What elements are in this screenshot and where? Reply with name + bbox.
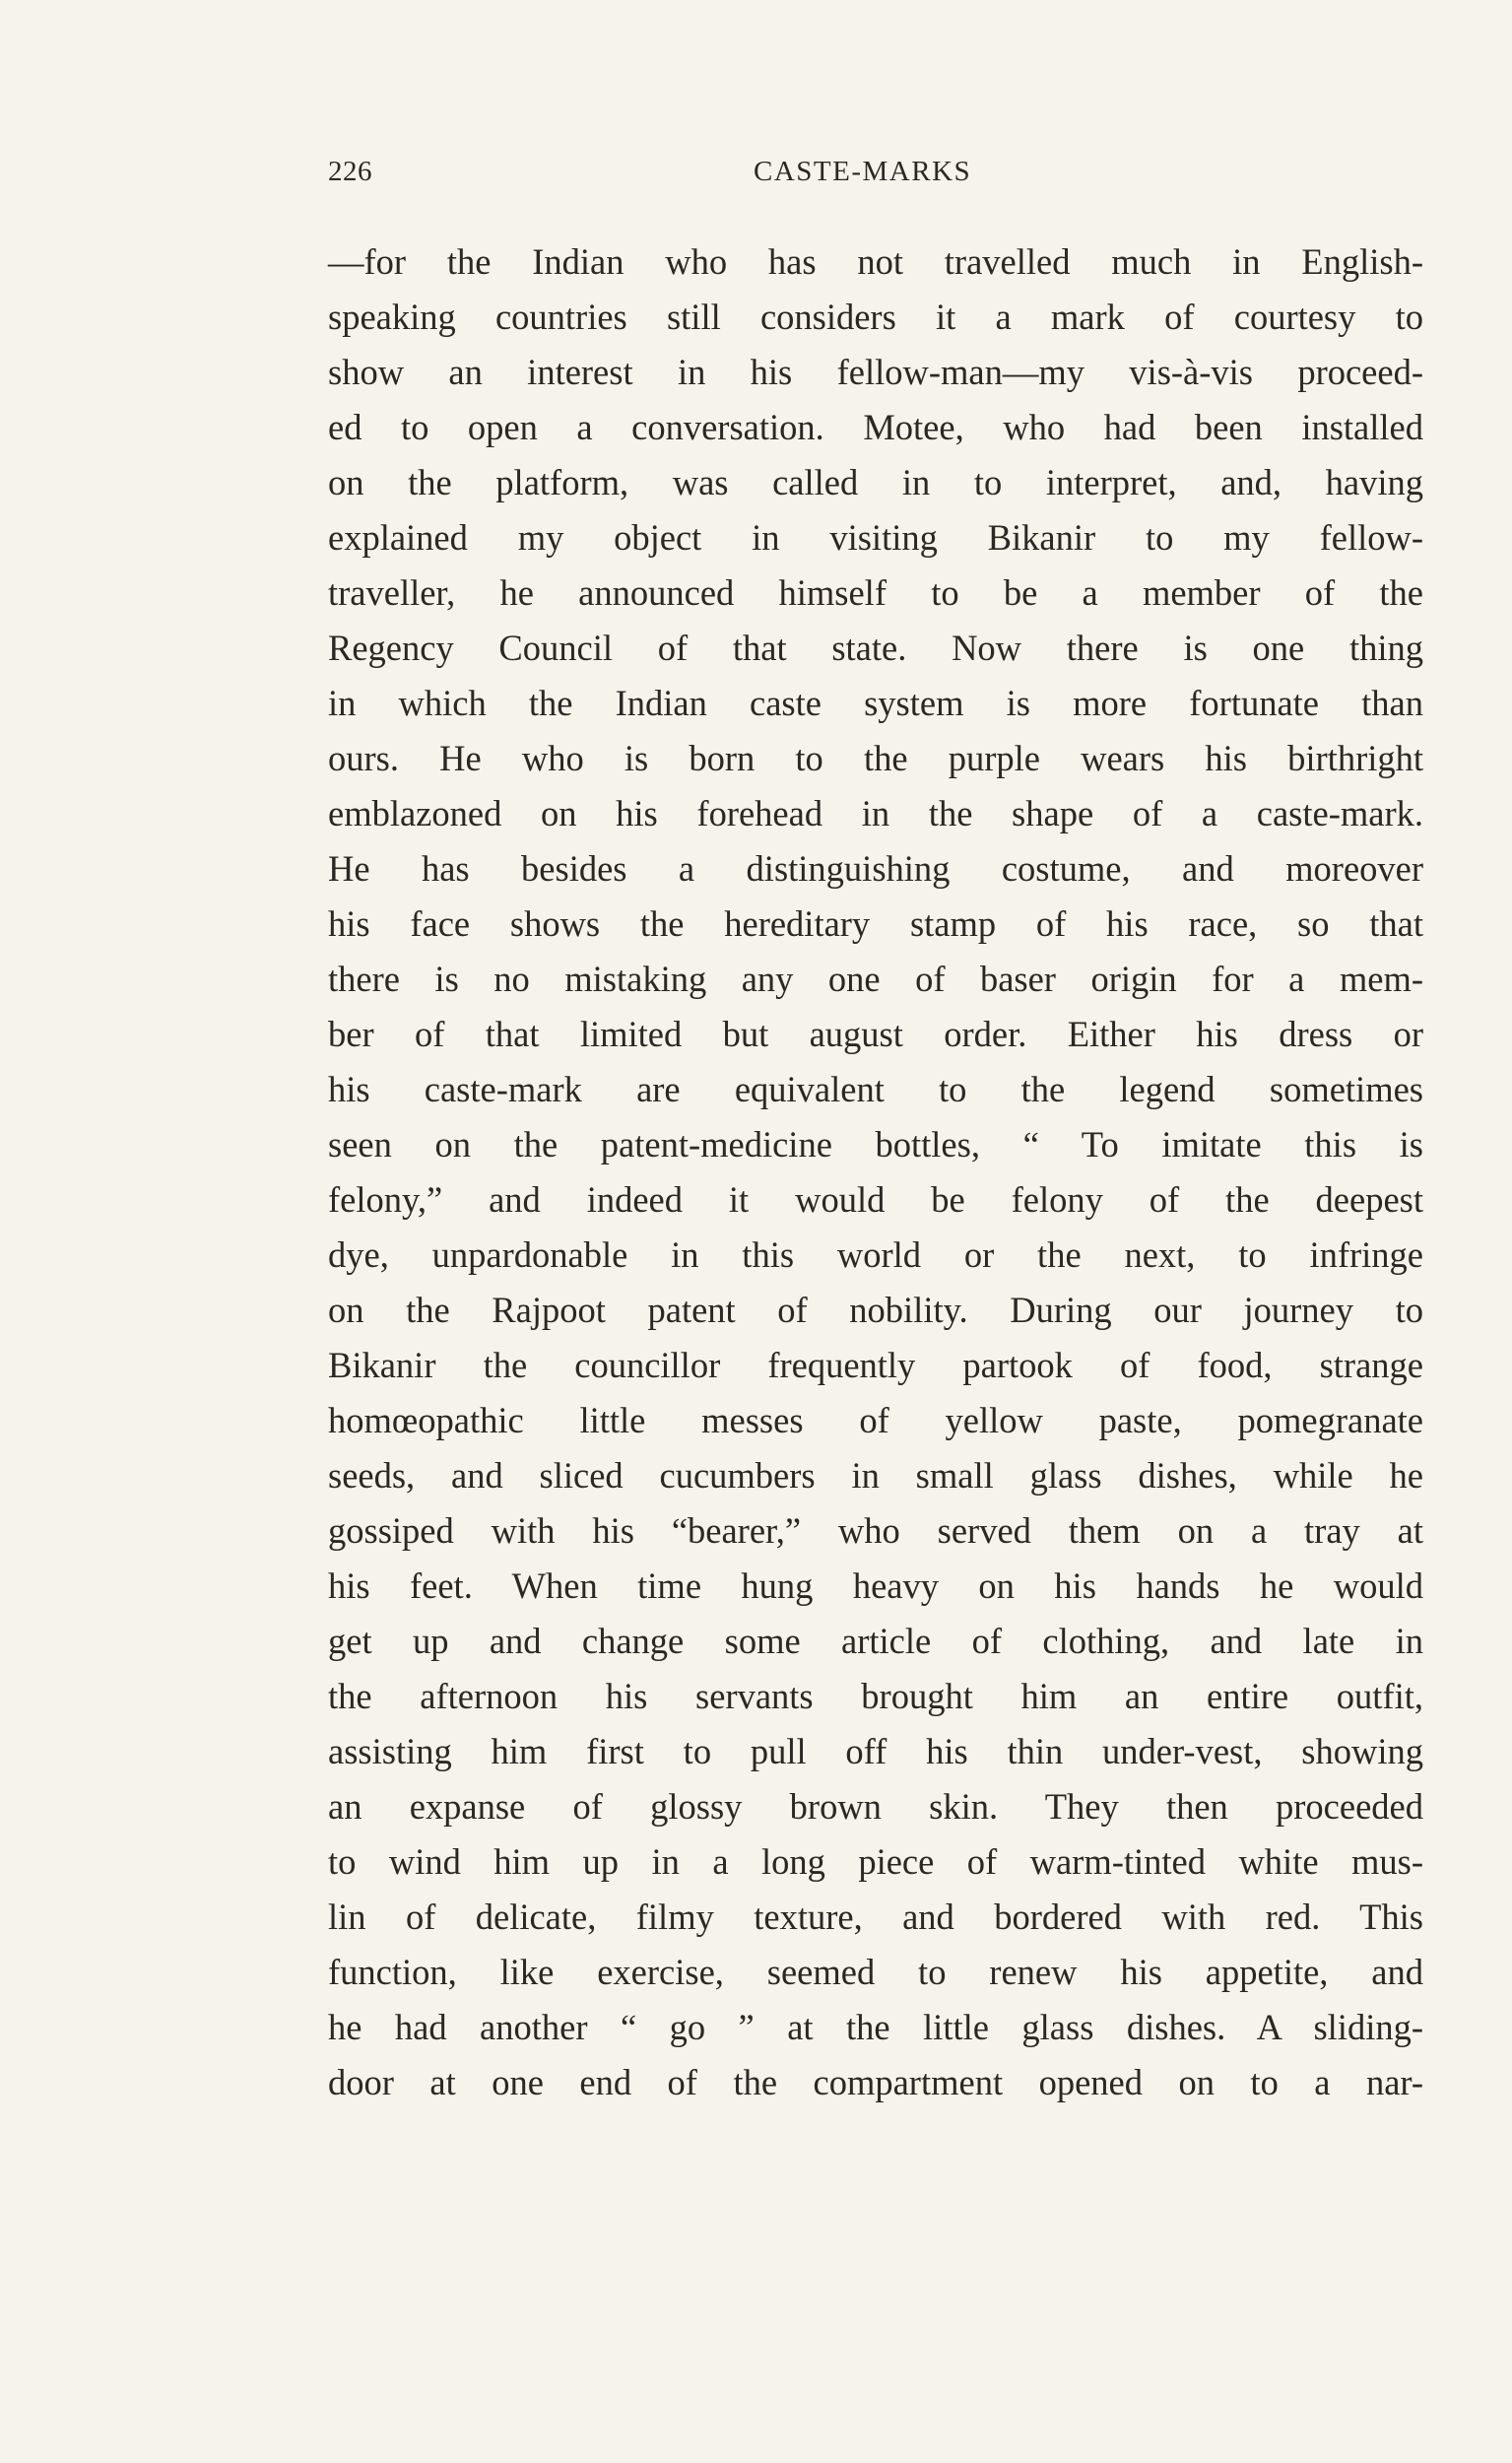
text-line: lin of delicate, filmy texture, and bordered with red. This [328, 1897, 1423, 1937]
text-line: to wind him up in a long piece of warm-tinted white mus- [328, 1841, 1423, 1882]
text-line: get up and change some article of clothing, and late in [328, 1621, 1423, 1661]
text-line: in which the Indian caste system is more fortunate than [328, 683, 1423, 723]
text-line: dye, unpardonable in this world or the next, to infringe [328, 1234, 1423, 1275]
text-line: seeds, and sliced cucumbers in small glass dishes, while he [328, 1455, 1423, 1496]
text-line: show an interest in his fellow-man—my vis-à-vis proceed- [328, 352, 1423, 392]
text-line: his feet. When time hung heavy on his hands he would [328, 1565, 1423, 1606]
text-line: function, like exercise, seemed to renew his appetite, and [328, 1952, 1423, 1992]
text-line: the afternoon his servants brought him an entire outfit, [328, 1676, 1423, 1716]
text-line: an expanse of glossy brown skin. They then proceeded [328, 1786, 1423, 1827]
text-line: gossiped with his “bearer,” who served them on a tray at [328, 1510, 1423, 1551]
text-line: door at one end of the compartment opened on to a nar- [328, 2062, 1423, 2102]
text-line: seen on the patent-medicine bottles, “ To imitate this is [328, 1124, 1423, 1165]
text-line: ours. He who is born to the purple wears his birthright [328, 738, 1423, 778]
text-line: homœopathic little messes of yellow paste, pomegranate [328, 1400, 1423, 1440]
running-head [328, 156, 1423, 191]
text-line: explained my object in visiting Bikanir to my fellow- [328, 517, 1423, 558]
text-line: traveller, he announced himself to be a member of the [328, 572, 1423, 613]
text-line: there is no mistaking any one of baser origin for a mem- [328, 959, 1423, 999]
text-line: Regency Council of that state. Now there is one thing [328, 628, 1423, 668]
running-title: CASTE-MARKS [754, 156, 972, 187]
text-line: felony,” and indeed it would be felony of the deepest [328, 1179, 1423, 1220]
text-line: ed to open a conversation. Motee, who had been installed [328, 407, 1423, 447]
text-line: ber of that limited but august order. Either his dress or [328, 1014, 1423, 1054]
text-line: He has besides a distinguishing costume, and moreover [328, 848, 1423, 889]
text-line: emblazoned on his forehead in the shape of a caste-mark. [328, 793, 1423, 833]
page-number: 226 [328, 156, 372, 187]
text-line: he had another “ go ” at the little glass dishes. A sliding- [328, 2007, 1423, 2047]
text-line: assisting him first to pull off his thin under-vest, showing [328, 1731, 1423, 1771]
text-line: Bikanir the councillor frequently partook of food, strange [328, 1345, 1423, 1385]
text-line: speaking countries still considers it a mark of courtesy to [328, 297, 1423, 337]
text-line: his caste-mark are equivalent to the legend sometimes [328, 1069, 1423, 1109]
text-line: on the Rajpoot patent of nobility. During our journey to [328, 1290, 1423, 1330]
text-line: his face shows the hereditary stamp of his race, so that [328, 903, 1423, 944]
text-line: on the platform, was called in to interpret, and, having [328, 462, 1423, 502]
text-line: —for the Indian who has not travelled much in English- [328, 241, 1423, 282]
body-text [328, 234, 1423, 2110]
